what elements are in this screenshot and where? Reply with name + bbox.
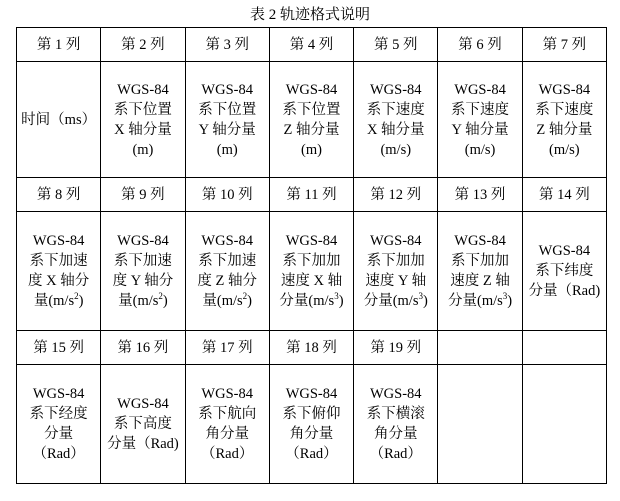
table-cell: WGS-84 系下加速 度 X 轴分 量$(m/s^2)$ bbox=[17, 212, 101, 331]
table-cell: WGS-84 系下俯仰 角分量 （Rad） bbox=[269, 365, 353, 484]
column-header: 第 4 列 bbox=[269, 28, 353, 62]
table-cell: WGS-84 系下位置 X 轴分量 (m) bbox=[101, 62, 185, 178]
column-header: 第 11 列 bbox=[269, 178, 353, 212]
column-header: 第 19 列 bbox=[354, 331, 438, 365]
table-cell: WGS-84 系下速度 Y 轴分量 (m/s) bbox=[438, 62, 522, 178]
column-header: 第 9 列 bbox=[101, 178, 185, 212]
table-cell bbox=[438, 365, 522, 484]
column-header: 第 13 列 bbox=[438, 178, 522, 212]
table-cell: WGS-84 系下位置 Y 轴分量 (m) bbox=[185, 62, 269, 178]
table-cell: 时间（ms） bbox=[17, 62, 101, 178]
table-cell: WGS-84 系下位置 Z 轴分量 (m) bbox=[269, 62, 353, 178]
table-cell: WGS-84 系下加加 速度 Y 轴 分量$(m/s^3)$ bbox=[354, 212, 438, 331]
table-cell: WGS-84 系下经度 分量 （Rad） bbox=[17, 365, 101, 484]
table-cell bbox=[522, 365, 606, 484]
table-header-row bbox=[17, 331, 607, 365]
table-cell: WGS-84 系下速度 X 轴分量 (m/s) bbox=[354, 62, 438, 178]
column-header: 第 7 列 bbox=[522, 28, 606, 62]
column-header: 第 3 列 bbox=[185, 28, 269, 62]
column-header: 第 15 列 bbox=[17, 331, 101, 365]
column-header bbox=[438, 331, 522, 365]
table-cell: WGS-84 系下加速 度 Y 轴分 量$(m/s^2)$ bbox=[101, 212, 185, 331]
column-header: 第 1 列 bbox=[17, 28, 101, 62]
column-header: 第 10 列 bbox=[185, 178, 269, 212]
table-cell: WGS-84 系下纬度 分量（Rad) bbox=[522, 212, 606, 331]
column-header: 第 16 列 bbox=[101, 331, 185, 365]
table-cell: WGS-84 系下加加 速度 Z 轴 分量$(m/s^3)$ bbox=[438, 212, 522, 331]
table-cell: WGS-84 系下横滚 角分量 （Rad） bbox=[354, 365, 438, 484]
table-cell: WGS-84 系下速度 Z 轴分量 (m/s) bbox=[522, 62, 606, 178]
table-header-row bbox=[17, 178, 607, 212]
column-header: 第 14 列 bbox=[522, 178, 606, 212]
column-header: 第 6 列 bbox=[438, 28, 522, 62]
table-caption: 表 2 轨迹格式说明 bbox=[249, 7, 370, 23]
column-header bbox=[522, 331, 606, 365]
table-cell: WGS-84 系下加加 速度 X 轴 分量$(m/s^3)$ bbox=[269, 212, 353, 331]
column-header: 第 18 列 bbox=[269, 331, 353, 365]
table-header-row bbox=[17, 28, 607, 62]
table-cell: WGS-84 系下航向 角分量 （Rad） bbox=[185, 365, 269, 484]
column-header: 第 2 列 bbox=[101, 28, 185, 62]
column-header: 第 5 列 bbox=[354, 28, 438, 62]
table-row bbox=[17, 365, 607, 484]
column-header: 第 12 列 bbox=[354, 178, 438, 212]
track-format-table bbox=[16, 27, 607, 484]
table-cell: WGS-84 系下加速 度 Z 轴分 量$(m/s^2)$ bbox=[185, 212, 269, 331]
table-cell: WGS-84 系下高度 分量（Rad) bbox=[101, 365, 185, 484]
table-row bbox=[17, 212, 607, 331]
column-header: 第 8 列 bbox=[17, 178, 101, 212]
column-header: 第 17 列 bbox=[185, 331, 269, 365]
table-row bbox=[17, 62, 607, 178]
